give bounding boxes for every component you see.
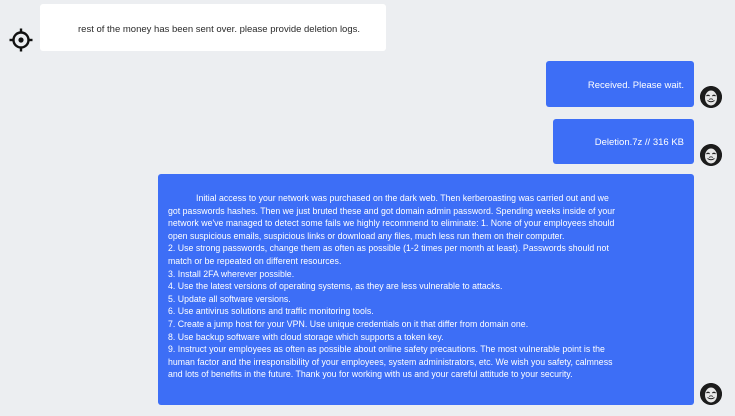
message-line: 5. Update all software versions. [168,293,291,304]
message-line: Initial access to your network was purchased on the dark web. Then kerberoasting was carried out and we [196,193,609,203]
message-line: 9. Instruct your employees as often as possible about online safety precautions. The most vulnerable point is the [168,344,605,355]
crosshair-avatar-icon [9,28,33,52]
message-line: network we've managed to detect some fails we highly recommend to eliminate: 1. None of your employees should [168,218,615,229]
message-line: open suspicious emails, suspicious links or download any files, much less run them on their computer. [168,230,565,241]
message-line: match or be repeated on different resources. [168,255,342,266]
outgoing-file-message[interactable] [553,119,694,164]
outgoing-message [546,61,694,107]
message-line: 7. Create a jump host for your VPN. Use unique credentials on it that differ from domain one. [168,318,529,329]
file-attachment-text[interactable]: Deletion.7z // 316 KB [594,137,684,148]
message-line: human factor and the irresponsibility of your employees, system administrators, etc. We wish you safety, calmness [168,356,613,367]
message-line: 8. Use backup software with cloud storage which supports a token key. [168,331,444,342]
incoming-message-text: rest of the money has been sent over. please provide deletion logs. [78,24,361,35]
message-line: 2. Use strong passwords, change them as often as possible (1-2 times per month at least). Passwords should not [168,243,609,254]
message-line: 3. Install 2FA wherever possible. [168,268,295,279]
message-line: 4. Use the latest versions of operating systems, as they are less vulnerable to attacks. [168,281,503,292]
message-line: got passwords hashes. Then we just bruted these and got domain admin password. Spending weeks inside of your [168,205,616,216]
anonymous-mask-avatar-icon [700,383,722,405]
message-line: and lots of benefits in the future. Thank you for working with us and your careful attitude to your security. [168,369,573,380]
message-line: 6. Use antivirus solutions and traffic monitoring tools. [168,306,374,317]
outgoing-long-message [158,174,694,405]
incoming-message [40,4,386,51]
outgoing-message-text: Received. Please wait. [587,80,684,91]
anonymous-mask-avatar-icon [700,144,722,166]
anonymous-mask-avatar-icon [700,86,722,108]
